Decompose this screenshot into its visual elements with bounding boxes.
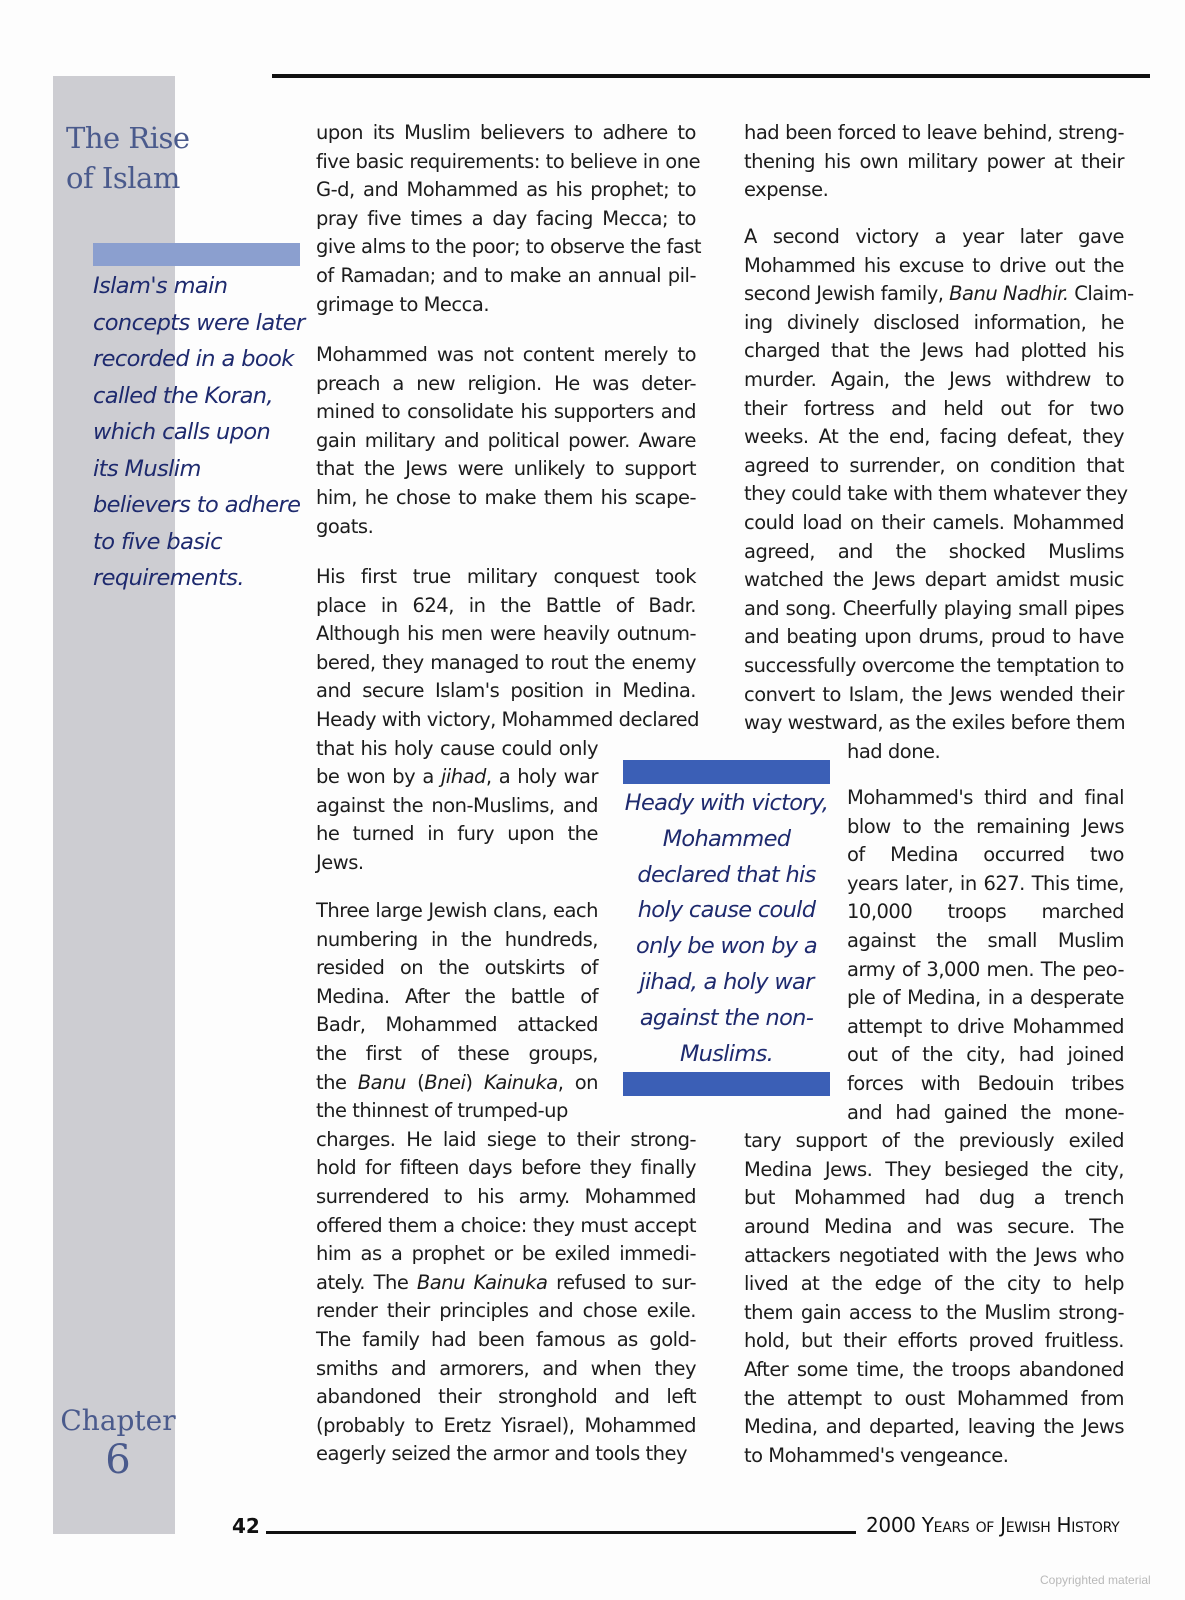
pull-quote-line: declared that his bbox=[637, 861, 816, 888]
text-line: His first true military conquest took bbox=[316, 565, 696, 588]
text-line: agreed to surrender, on condition that bbox=[744, 453, 1124, 477]
chapter-title-line: of Islam bbox=[66, 161, 180, 195]
pull-quote-line: Mohammed bbox=[662, 825, 791, 852]
text-line: be won by a jihad, a holy war bbox=[316, 765, 599, 789]
text-line: surrendered to his army. Mohammed bbox=[316, 1185, 696, 1208]
text-line: against the small Muslim bbox=[847, 929, 1124, 952]
text-line: After some time, the troops abandoned bbox=[744, 1358, 1124, 1381]
sidebar-quote-line: Islam's main bbox=[93, 273, 228, 299]
sidebar-quote-line: to five basic bbox=[93, 528, 222, 555]
italic-term: Banu bbox=[357, 1070, 406, 1094]
text-line: and secure Islam's position in Medina. bbox=[316, 679, 696, 703]
italic-term: Bnei bbox=[424, 1070, 466, 1094]
text-line: the Banu (Bnei) Kainuka, on bbox=[316, 1070, 599, 1094]
text-line: eagerly seized the armor and tools they bbox=[316, 1442, 688, 1466]
text-line: them gain access to the Muslim strong- bbox=[744, 1300, 1124, 1324]
pull-quote-line: holy cause could bbox=[637, 897, 816, 924]
text-line: charges. He laid siege to their strong- bbox=[316, 1127, 696, 1151]
text-line: gain military and political power. Aware bbox=[316, 428, 696, 452]
text-line: expense. bbox=[744, 178, 829, 202]
text-line: (probably to Eretz Yisrael), Mohammed bbox=[316, 1413, 696, 1437]
pull-quote-line: Muslims. bbox=[679, 1040, 774, 1067]
text-line: hold, but their efforts proved fruitless. bbox=[744, 1329, 1124, 1353]
italic-term: Kainuka bbox=[483, 1070, 558, 1094]
pull-quote-line: Heady with victory, bbox=[624, 790, 829, 816]
footer-rule bbox=[266, 1531, 856, 1534]
text-line: that the Jews were unlikely to support bbox=[316, 457, 696, 481]
text-line: to Mohammed's vengeance. bbox=[744, 1443, 1009, 1467]
text-line: but Mohammed had dug a trench bbox=[744, 1186, 1124, 1210]
text-line: Medina, and departed, leaving the Jews bbox=[744, 1415, 1124, 1439]
sidebar-quote-bar bbox=[93, 243, 300, 266]
text-line: had been forced to leave behind, streng- bbox=[744, 121, 1124, 144]
text-line: Mohammed's third and final bbox=[847, 786, 1124, 809]
sidebar-quote-line: which calls upon bbox=[93, 419, 271, 445]
text-line: successfully overcome the temptation to bbox=[744, 654, 1124, 677]
text-line: Mohammed was not content merely to bbox=[316, 343, 696, 366]
text-line: Three large Jewish clans, each bbox=[316, 899, 598, 922]
chapter-label: Chapter bbox=[60, 1404, 176, 1437]
text-line: army of 3,000 men. The peo- bbox=[847, 957, 1124, 981]
sidebar-quote-line: requirements. bbox=[93, 565, 244, 591]
text-line: he turned in fury upon the bbox=[316, 822, 598, 846]
text-line: resided on the outskirts of bbox=[316, 956, 598, 980]
text-line: A second victory a year later gave bbox=[744, 225, 1124, 248]
pull-quote bbox=[618, 786, 835, 1072]
text-line: agreed, and the shocked Muslims bbox=[744, 539, 1124, 563]
text-line: hold for fifteen days before they finally bbox=[316, 1156, 696, 1180]
page-number: 42 bbox=[232, 1514, 260, 1538]
sidebar-pull-quote bbox=[93, 268, 308, 597]
text-line: the first of these groups, bbox=[316, 1042, 598, 1065]
text-line: out of the city, had joined bbox=[847, 1043, 1124, 1067]
text-line: the thinnest of trumped-up bbox=[316, 1099, 568, 1123]
sidebar-quote-line: recorded in a book bbox=[93, 346, 294, 372]
text-line: convert to Islam, the Jews wended their bbox=[744, 682, 1124, 706]
text-line: upon its Muslim believers to adhere to bbox=[316, 121, 696, 144]
chapter-title bbox=[66, 118, 266, 198]
italic-term: jihad bbox=[440, 765, 486, 789]
text-line: ing divinely disclosed information, he bbox=[744, 310, 1124, 334]
text-line: Mohammed his excuse to drive out the bbox=[744, 253, 1124, 277]
text-line: tary support of the previously exiled bbox=[744, 1129, 1124, 1153]
text-line: preach a new religion. He was deter- bbox=[316, 371, 696, 395]
text-line: murder. Again, the Jews withdrew to bbox=[744, 368, 1124, 391]
text-line: Medina. After the battle of bbox=[316, 984, 598, 1008]
text-line: charged that the Jews had plotted his bbox=[744, 339, 1124, 363]
sidebar-quote-line: concepts were later bbox=[93, 309, 305, 336]
copyright-watermark: Copyrighted material bbox=[1040, 1573, 1151, 1587]
sidebar-quote-line: believers to adhere bbox=[93, 492, 301, 518]
text-line: render their principles and chose exile. bbox=[316, 1299, 696, 1323]
text-line: Although his men were heavily outnum- bbox=[316, 622, 696, 646]
text-line: him, he chose to make them his scape- bbox=[316, 486, 696, 509]
italic-term: Banu Kainuka bbox=[416, 1270, 548, 1294]
text-line: watched the Jews depart amidst music bbox=[744, 568, 1124, 592]
text-line: pray five times a day facing Mecca; to bbox=[316, 206, 696, 230]
text-line: G-d, and Mohammed as his prophet; to bbox=[316, 178, 696, 202]
sidebar-quote-line: called the Koran, bbox=[93, 382, 273, 409]
text-line: they could take with them whatever they bbox=[744, 482, 1128, 506]
text-line: Heady with victory, Mohammed declared bbox=[316, 708, 700, 731]
text-line: mined to consolidate his supporters and bbox=[316, 400, 696, 424]
text-line: around Medina and was secure. The bbox=[744, 1215, 1124, 1238]
text-line: and song. Cheerfully playing small pipes bbox=[744, 596, 1124, 620]
text-line: goats. bbox=[316, 514, 374, 538]
text-line: and had gained the mone- bbox=[847, 1100, 1124, 1124]
text-line: thening his own military power at their bbox=[744, 149, 1124, 173]
text-line: offered them a choice: they must accept bbox=[316, 1213, 696, 1237]
text-line: lived at the edge of the city to help bbox=[744, 1272, 1124, 1296]
text-line: years later, in 627. This time, bbox=[847, 871, 1124, 895]
pull-quote-top-bar bbox=[623, 760, 830, 784]
text-line: weeks. At the end, facing defeat, they bbox=[744, 425, 1124, 449]
text-line: Jews. bbox=[316, 851, 364, 874]
text-line: place in 624, in the Battle of Badr. bbox=[316, 593, 696, 617]
text-line: second Jewish family, Banu Nadhir. Claim- bbox=[744, 282, 1134, 306]
text-line: 10,000 troops marched bbox=[847, 900, 1124, 924]
text-line: numbering in the hundreds, bbox=[316, 927, 598, 951]
text-line: ately. The Banu Kainuka refused to sur- bbox=[316, 1270, 696, 1294]
text-line: attempt to drive Mohammed bbox=[847, 1014, 1124, 1038]
pull-quote-line: jihad, a holy war bbox=[639, 968, 814, 995]
text-line: ple of Medina, in a desperate bbox=[847, 986, 1124, 1010]
text-line: Badr, Mohammed attacked bbox=[316, 1013, 598, 1037]
pull-quote-line: only be won by a bbox=[636, 933, 817, 960]
text-line: Medina Jews. They besieged the city, bbox=[744, 1157, 1124, 1181]
text-line: of Ramadan; and to make an annual pil- bbox=[316, 264, 696, 287]
text-line: abandoned their stronghold and left bbox=[316, 1385, 696, 1409]
text-line: their fortress and held out for two bbox=[744, 396, 1124, 420]
text-line: smiths and armorers, and when they bbox=[316, 1356, 696, 1380]
text-line: that his holy cause could only bbox=[316, 736, 598, 760]
text-line: of Medina occurred two bbox=[847, 843, 1124, 867]
pull-quote-line: against the non- bbox=[639, 1004, 814, 1031]
text-line: could load on their camels. Mohammed bbox=[744, 511, 1124, 534]
text-line: forces with Bedouin tribes bbox=[847, 1072, 1124, 1095]
text-line: five basic requirements: to believe in one bbox=[316, 149, 701, 173]
text-line: grimage to Mecca. bbox=[316, 292, 490, 316]
text-line: against the non-Muslims, and bbox=[316, 793, 598, 817]
running-title: 2000 Years of Jewish History bbox=[866, 1513, 1120, 1537]
text-line: blow to the remaining Jews bbox=[847, 814, 1124, 838]
text-line: give alms to the poor; to observe the fast bbox=[316, 235, 702, 259]
text-line: attackers negotiated with the Jews who bbox=[744, 1243, 1124, 1267]
text-line: and beating upon drums, proud to have bbox=[744, 625, 1124, 649]
text-line: The family had been famous as gold- bbox=[316, 1328, 696, 1351]
top-rule bbox=[272, 74, 1150, 78]
text-line: bered, they managed to rout the enemy bbox=[316, 650, 696, 674]
text-line: him as a prophet or be exiled immedi- bbox=[316, 1242, 696, 1266]
text-line: had done. bbox=[847, 739, 941, 763]
chapter-title-line: The Rise bbox=[66, 121, 190, 155]
chapter-number: 6 bbox=[105, 1437, 131, 1483]
pull-quote-bottom-bar bbox=[623, 1072, 830, 1096]
text-line: way westward, as the exiles before them bbox=[744, 711, 1126, 735]
text-line: the attempt to oust Mohammed from bbox=[744, 1386, 1124, 1410]
sidebar-quote-line: its Muslim bbox=[93, 455, 201, 482]
italic-term: Banu Nadhir. bbox=[949, 282, 1069, 306]
